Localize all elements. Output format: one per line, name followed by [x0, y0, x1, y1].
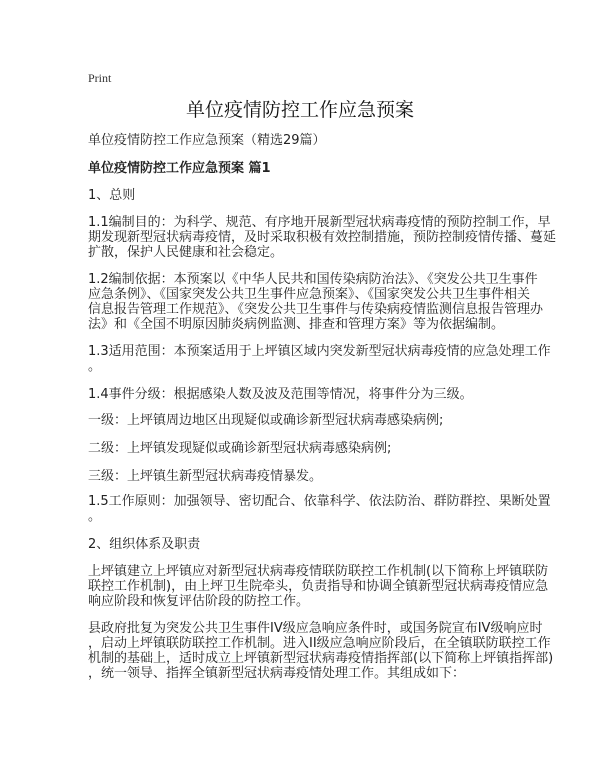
- paragraph-line: 1.2编制依据：本预案以《中华人民共和国传染病防治法》、《突发公共卫生事件: [88, 272, 538, 287]
- paragraph: [88, 344, 551, 374]
- paragraph: [88, 272, 544, 332]
- subtitle-text: 单位疫情防控工作应急预案（精选29篇）: [88, 133, 326, 148]
- section-heading: [88, 161, 528, 176]
- section-heading-text: 单位疫情防控工作应急预案 篇1: [88, 161, 271, 176]
- paragraph-line: 1.5工作原则：加强领导、密切配合、依靠科学、依法防治、群防群控、果断处置: [88, 494, 551, 509]
- paragraph-line: 应急条例》、《国家突发公共卫生事件应急预案》、《国家突发公共卫生事件相关: [88, 287, 531, 302]
- paragraph-line: 一级：上坪镇周边地区出现疑似或确诊新型冠状病毒感染病例;: [88, 413, 444, 428]
- paragraph-line: 1.3适用范围：本预案适用于上坪镇区域内突发新型冠状病毒疫情的应急处理工作: [88, 344, 551, 359]
- paragraph-line: 1、总则: [88, 188, 136, 203]
- paragraph-line: 机制的基础上，适时成立上坪镇新型冠状病毒疫情指挥部(以下简称上坪镇指挥部): [88, 651, 554, 666]
- paragraph-line: 。: [88, 509, 102, 524]
- paragraph-line: 。: [88, 359, 102, 374]
- document-subtitle: [88, 133, 528, 148]
- paragraph-line: 信息报告管理工作规范》、《突发公共卫生事件与传染病疫情监测信息报告管理办: [88, 302, 544, 317]
- print-label: Print: [88, 71, 112, 85]
- paragraph-line: ，启动上坪镇联防联控工作机制。进入II级应急响应阶段后，在全镇联防联控工作: [88, 636, 551, 651]
- paragraph: [88, 215, 557, 260]
- paragraph: [88, 494, 551, 524]
- paragraph-line: 1.4事件分级：根据感染人数及波及范围等情况，将事件分为三级。: [88, 387, 473, 402]
- paragraph: [88, 469, 528, 484]
- paragraph: [88, 188, 528, 203]
- paragraph: [88, 413, 528, 428]
- paragraph-line: 三级：上坪镇生新型冠状病毒疫情暴发。: [88, 469, 323, 484]
- paragraph-line: 上坪镇建立上坪镇应对新型冠状病毒疫情联防联控工作机制(以下简称上坪镇联防: [88, 564, 549, 579]
- paragraph-line: 2、组织体系及职责: [88, 537, 201, 552]
- paragraph-line: 法》和《全国不明原因肺炎病例监测、排查和管理方案》等为依据编制。: [88, 317, 505, 332]
- paragraph: [88, 621, 554, 681]
- paragraph: [88, 564, 549, 609]
- paragraph-line: 扩散，保护人民健康和社会稳定。: [88, 245, 284, 260]
- paragraph: [88, 537, 528, 552]
- paragraph-line: 期发现新型冠状病毒疫情，及时采取积极有效控制措施，预防控制疫情传播、蔓延: [88, 230, 557, 245]
- paragraph-line: 响应阶段和恢复评估阶段的防控工作。: [88, 594, 310, 609]
- document-title: 单位疫情防控工作应急预案: [185, 99, 414, 121]
- paragraph-line: 县政府批复为突发公共卫生事件IV级应急响应条件时，或国务院宣布IV级响应时: [88, 621, 543, 636]
- paragraph-line: 联控工作机制)，由上坪卫生院牵头，负责指导和协调全镇新型冠状病毒疫情应急: [88, 579, 549, 594]
- paragraph: [88, 441, 528, 456]
- paragraph-line: 二级：上坪镇发现疑似或确诊新型冠状病毒感染病例;: [88, 441, 392, 456]
- paragraph-line: 1.1编制目的：为科学、规范、有序地开展新型冠状病毒疫情的预防控制工作，早: [88, 215, 551, 230]
- paragraph-line: ，统一领导、指挥全镇新型冠状病毒疫情处理工作。其组成如下：: [88, 666, 466, 681]
- paragraph: [88, 387, 528, 402]
